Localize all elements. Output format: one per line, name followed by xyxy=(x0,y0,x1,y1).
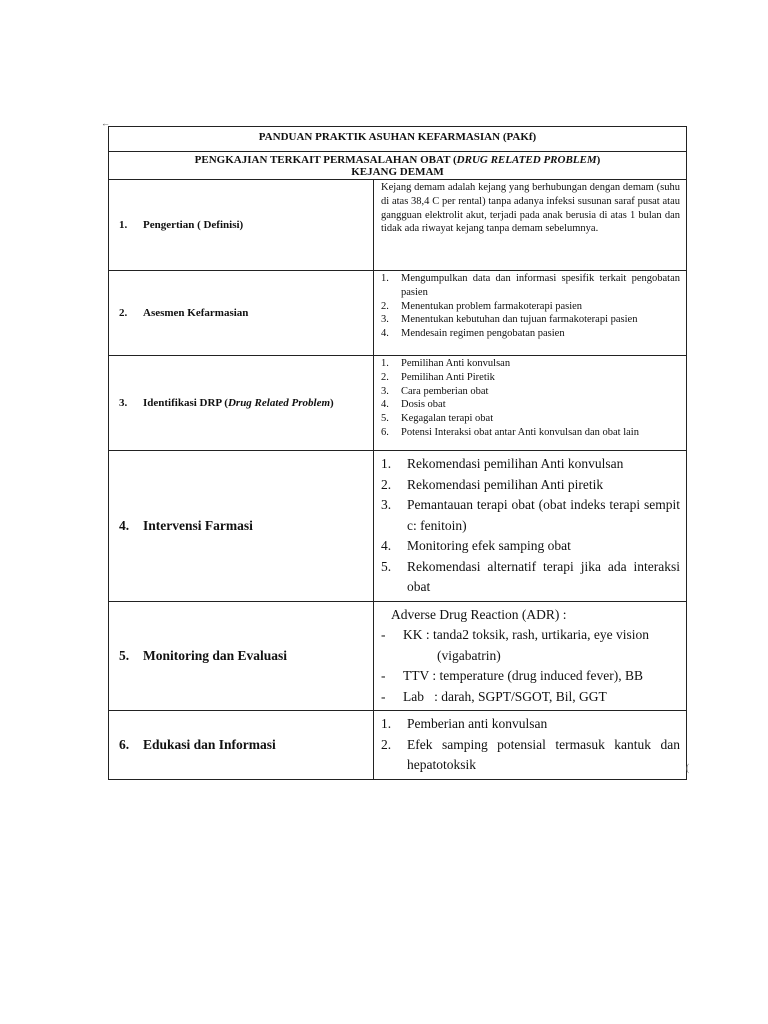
list-item: - Lab : darah, SGPT/SGOT, Bil, GGT xyxy=(381,688,607,704)
list-item-continuation: (vigabatrin) xyxy=(437,647,501,663)
subtitle-italic: DRUG RELATED PROBLEM xyxy=(456,154,597,166)
table-row xyxy=(109,711,687,780)
list-item: 4. Dosis obat xyxy=(381,399,446,411)
subtitle-topic: KEJANG DEMAM xyxy=(351,166,444,178)
list-item: 2. Rekomendasi pemilihan Anti piretik xyxy=(381,476,604,492)
document-title: PANDUAN PRAKTIK ASUHAN KEFARMASIAN (PAKf) xyxy=(109,127,687,152)
row-number: 1. xyxy=(119,219,128,231)
row-label xyxy=(109,451,374,602)
table-row xyxy=(109,601,687,711)
list-item: 1. Pemberian anti konvulsan xyxy=(381,716,548,731)
list-item: 1. Pemilihan Anti konvulsan xyxy=(381,358,511,369)
row-number: 5. xyxy=(119,647,130,663)
row-label xyxy=(109,601,374,711)
row-number: 4. xyxy=(119,517,130,533)
table-row xyxy=(109,356,687,451)
table-row xyxy=(109,180,687,271)
row-content xyxy=(374,271,687,356)
row-label-text: Monitoring dan Evaluasi xyxy=(143,647,288,663)
adr-block xyxy=(381,605,680,708)
table-row xyxy=(109,451,687,602)
numbered-list xyxy=(381,714,680,776)
list-item: 5. Rekomendasi alternatif terapi jika ada interaksi obat xyxy=(381,558,680,594)
list-item: 2. Efek samping potensial termasuk kantuk dan hepatotoksik xyxy=(381,736,680,772)
list-item: 1. Rekomendasi pemilihan Anti konvulsan xyxy=(381,456,624,471)
row-label xyxy=(109,711,374,780)
list-item: 5. Kegagalan terapi obat xyxy=(381,413,494,425)
row-label-text: Edukasi dan Informasi xyxy=(143,736,276,752)
subtitle-prefix: PENGKAJIAN TERKAIT PERMASALAHAN OBAT ( xyxy=(194,154,457,166)
row-label xyxy=(109,271,374,356)
page-mark-icon: ( xyxy=(686,763,690,774)
row-label-text: Identifikasi DRP (Drug Related Problem) xyxy=(143,397,334,409)
definition-text: Kejang demam adalah kejang yang berhubungan dengan demam (suhu di atas 38,4 C per rental) tanpa adanya infeksi susunan saraf pusat atau gangguan elektrolit akut, terjadi pada anak berusia di atas 1 bulan dan tidak ada riwayat kejang tanpa demam sebelumnya. xyxy=(374,180,687,271)
row-label-text: Intervensi Farmasi xyxy=(143,517,253,533)
row-number: 3. xyxy=(119,397,128,409)
pakf-table xyxy=(108,126,690,780)
row-content xyxy=(374,451,687,602)
list-item: 4. Monitoring efek samping obat xyxy=(381,538,571,553)
row-label xyxy=(109,180,374,271)
header-row xyxy=(109,127,687,152)
adr-title: Adverse Drug Reaction (ADR) : xyxy=(391,606,567,622)
row-label-text: Pengertian ( Definisi) xyxy=(143,219,244,231)
numbered-list xyxy=(381,272,680,341)
row-content xyxy=(374,601,687,711)
subheader-row xyxy=(109,152,687,180)
list-item: 2. Pemilihan Anti Piretik xyxy=(381,371,495,383)
list-item: 2. Menentukan problem farmakoterapi pasien xyxy=(381,300,583,312)
list-item: 3. Pemantauan terapi obat (obat indeks terapi sempit c: fenitoin) xyxy=(381,497,680,533)
row-content xyxy=(374,356,687,451)
document-subtitle xyxy=(109,152,687,180)
return-mark-icon: ← xyxy=(101,118,110,128)
pakf-document xyxy=(108,126,686,780)
list-item: 6. Potensi Interaksi obat antar Anti konvulsan dan obat lain xyxy=(381,426,639,438)
numbered-list xyxy=(381,454,680,598)
list-item: 4. Mendesain regimen pengobatan pasien xyxy=(381,328,565,340)
list-item: 1. Mengumpulkan data dan informasi spesifik terkait pengobatan pasien xyxy=(381,273,680,298)
numbered-list xyxy=(381,357,680,440)
list-item: - TTV : temperature (drug induced fever), BB xyxy=(381,668,644,683)
subtitle-suffix: ) xyxy=(596,154,601,166)
row-label xyxy=(109,356,374,451)
row-content xyxy=(374,711,690,780)
table-row xyxy=(109,271,687,356)
list-item: 3. Cara pemberian obat xyxy=(381,385,489,397)
row-label-text: Asesmen Kefarmasian xyxy=(143,307,249,319)
list-item: 3. Menentukan kebutuhan dan tujuan farmakoterapi pasien xyxy=(381,314,638,326)
row-number: 6. xyxy=(119,736,130,752)
list-item: - KK : tanda2 toksik, rash, urtikaria, eye vision xyxy=(381,627,649,642)
row-number: 2. xyxy=(119,307,128,319)
